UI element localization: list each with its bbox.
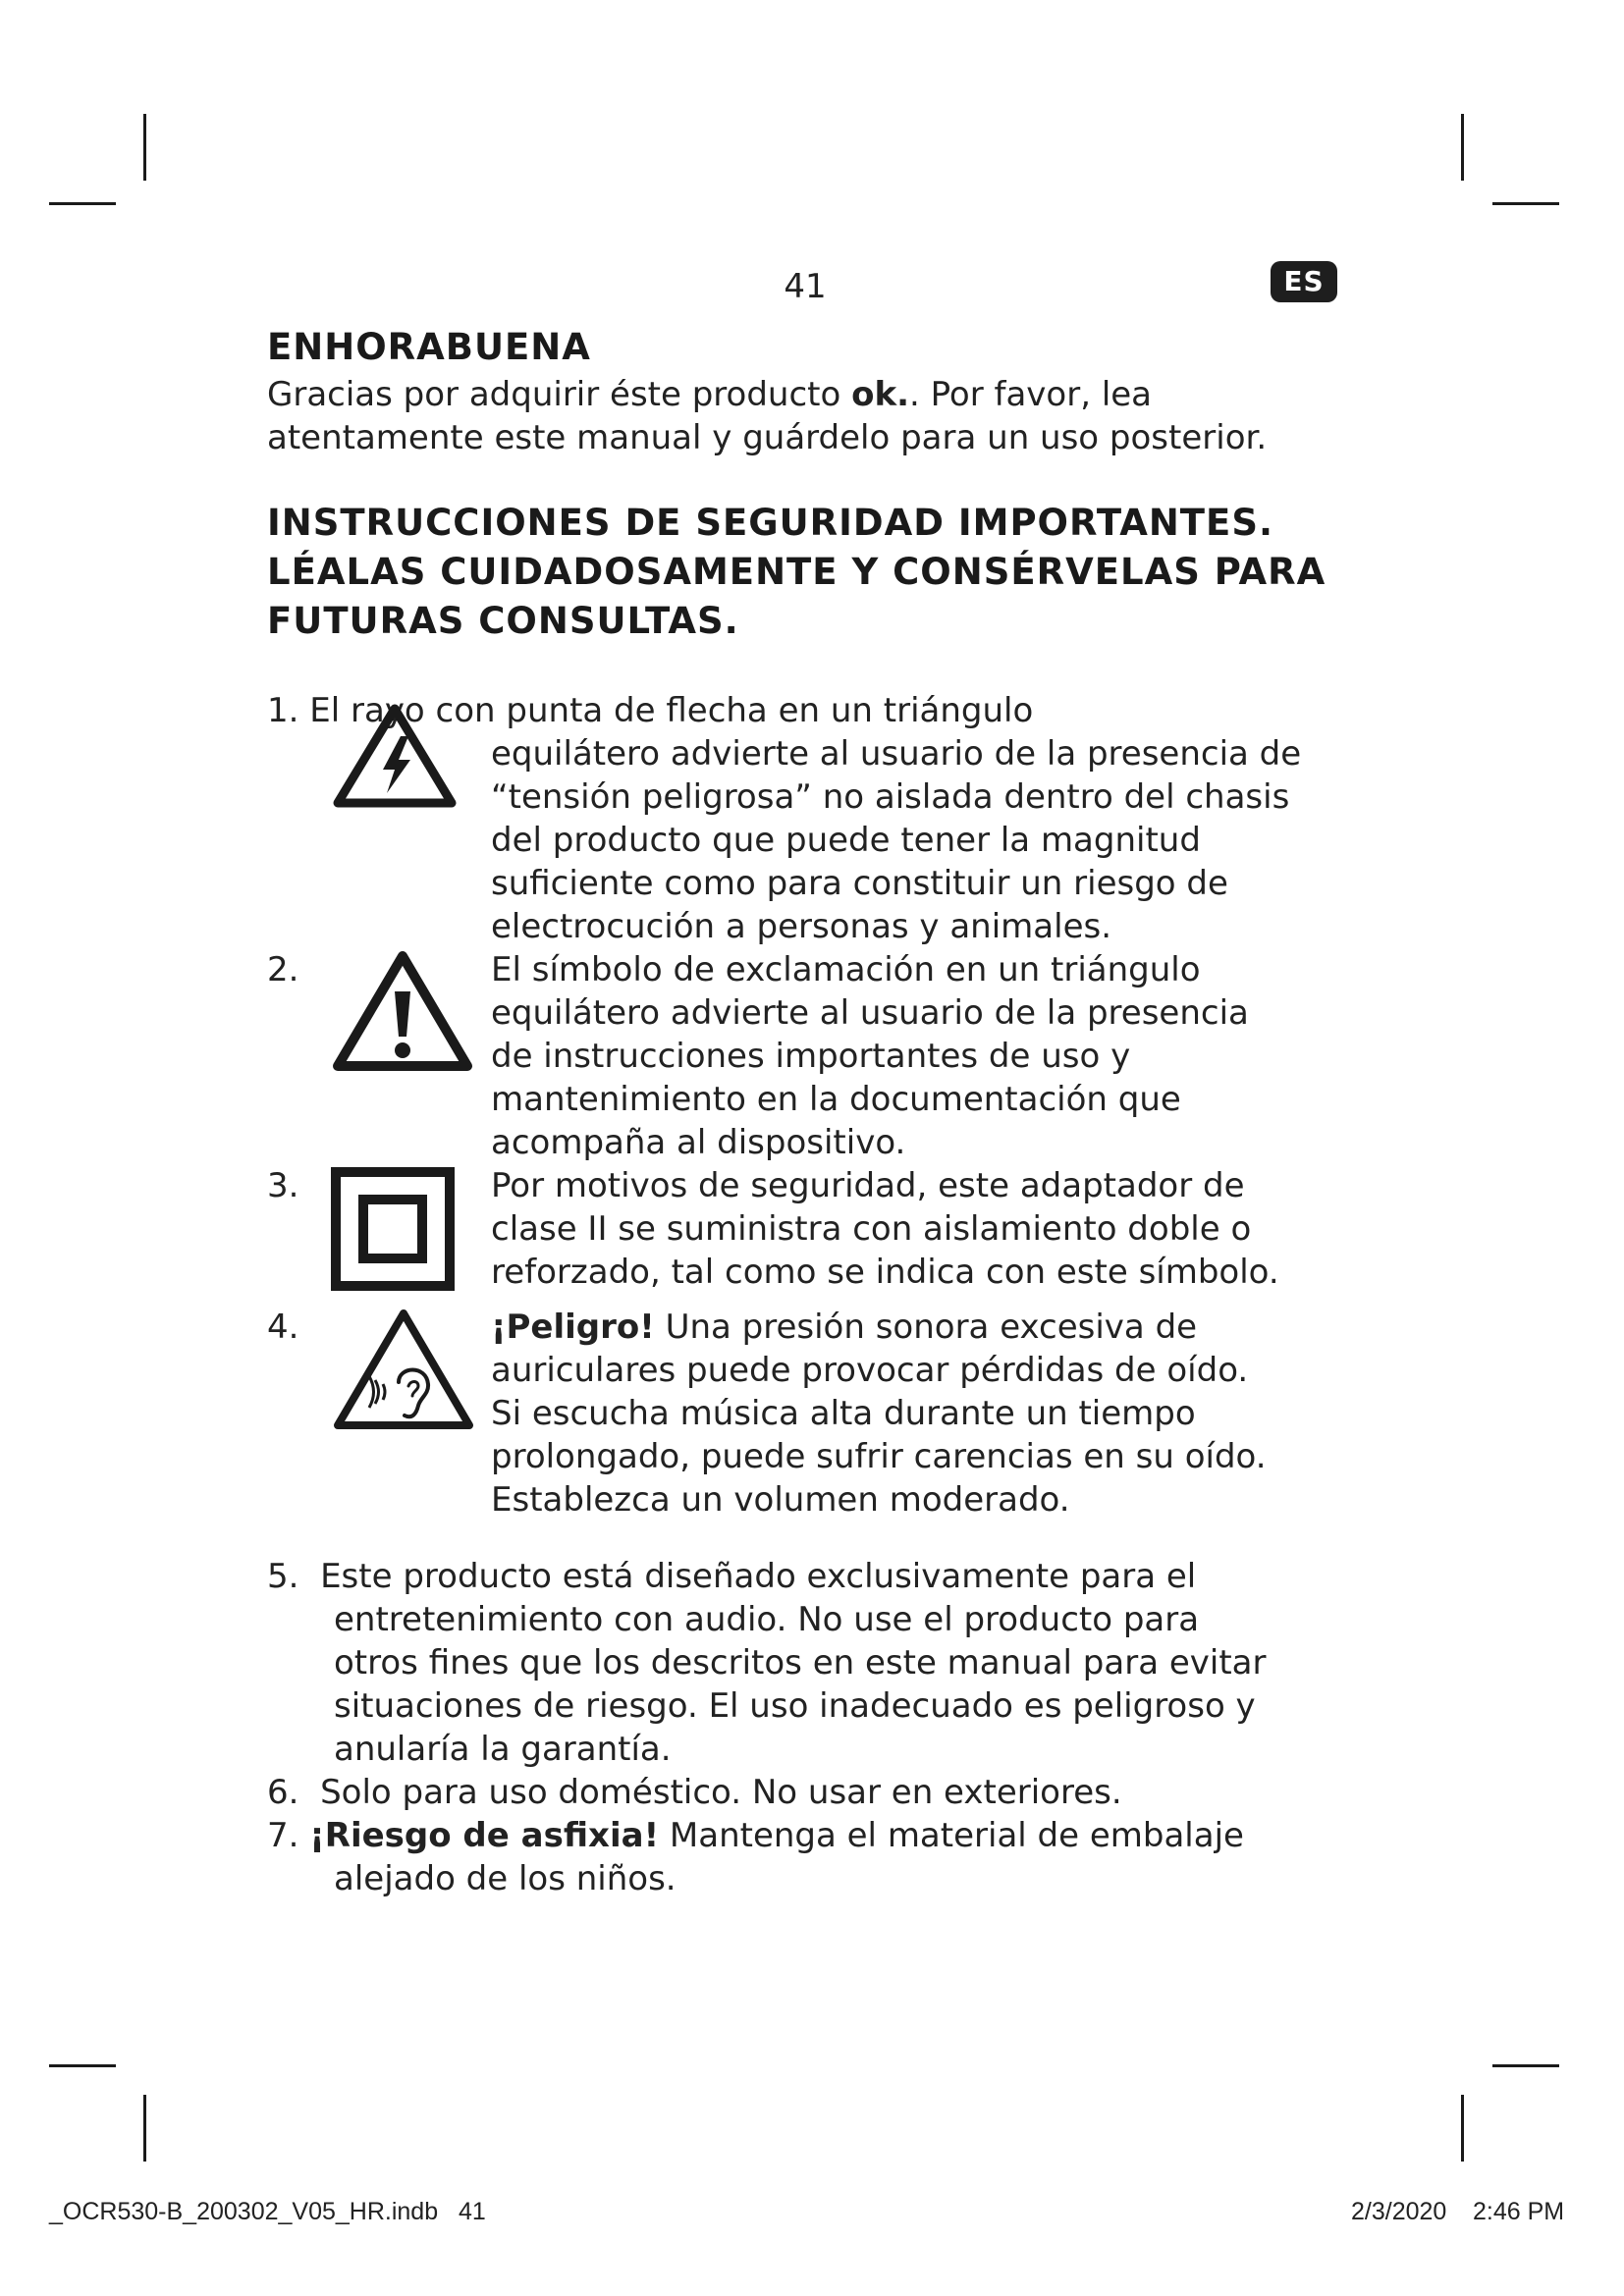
item5-line: otros fines que los descritos en este manual para evitar [334, 1643, 1267, 1682]
page-number: 41 [784, 267, 827, 306]
item4-text [491, 1306, 1267, 1522]
lightning-warning-icon [330, 701, 460, 811]
crop-mark-bottom-left-vertical [143, 2095, 146, 2162]
item7-first-line [267, 1814, 1244, 1857]
congrats-text [267, 373, 1357, 459]
item5-line: entretenimiento con audio. No use el producto para [334, 1600, 1200, 1639]
item5-text [334, 1598, 1266, 1771]
item3-line: reforzado, tal como se indica con este símbolo. [491, 1253, 1279, 1292]
footer-date: 2/3/2020 [1351, 2198, 1447, 2225]
safety-heading-line1: INSTRUCCIONES DE SEGURIDAD IMPORTANTES. [267, 502, 1274, 544]
item2-line: acompaña al dispositivo. [491, 1123, 906, 1162]
item3-line: Por motivos de seguridad, este adaptador de [491, 1166, 1245, 1205]
congrats-title: ENHORABUENA [267, 326, 591, 368]
item7-line1-rest: Mantenga el material de embalaje [659, 1816, 1244, 1855]
footer-time: 2:46 PM [1473, 2198, 1565, 2225]
item6-text: Solo para uso doméstico. No usar en exteriores. [320, 1773, 1122, 1812]
item5-first-text: Este producto está diseñado exclusivamente para el [320, 1557, 1197, 1596]
item2-line: equilátero advierte al usuario de la presencia [491, 993, 1249, 1033]
class-ii-double-square-icon [330, 1166, 456, 1292]
item3-number: 3. [267, 1166, 299, 1205]
exclamation-warning-icon [330, 948, 475, 1076]
crop-mark-bottom-left-horizontal [49, 2064, 116, 2067]
safety-heading-line2: LÉALAS CUIDADOSAMENTE Y CONSÉRVELAS PARA [267, 551, 1326, 593]
item1-line: “tensión peligrosa” no aislada dentro del chasis [491, 777, 1290, 817]
crop-mark-top-right-horizontal [1492, 202, 1559, 205]
item2-number: 2. [267, 950, 299, 989]
item4-line: Si escucha música alta durante un tiempo [491, 1394, 1196, 1433]
item7-choking-label: ¡Riesgo de asfixia! [309, 1816, 660, 1855]
item1-first-text: El rayo con punta de flecha en un triángulo [309, 691, 1034, 730]
item1-number: 1. [267, 691, 299, 730]
item2-line: de instrucciones importantes de uso y [491, 1037, 1131, 1076]
item6-number: 6. [267, 1773, 299, 1812]
item5-line: situaciones de riesgo. El uso inadecuado es peligroso y [334, 1686, 1256, 1726]
item4-number: 4. [267, 1308, 299, 1347]
crop-mark-top-right-vertical [1461, 114, 1464, 181]
item4-line1-rest: Una presión sonora excesiva de [654, 1308, 1198, 1347]
item1-text [491, 732, 1301, 948]
congrats-line1-post: . Por favor, lea [909, 375, 1153, 414]
crop-mark-bottom-right-vertical [1461, 2095, 1464, 2162]
item5-number: 5. [267, 1557, 299, 1596]
brand-name: ok. [851, 375, 909, 414]
item7-number: 7. [267, 1816, 299, 1855]
hearing-warning-icon [330, 1306, 477, 1435]
crop-mark-top-left-horizontal [49, 202, 116, 205]
congrats-line1-pre: Gracias por adquirir éste producto [267, 375, 852, 414]
language-badge: ES [1271, 261, 1337, 302]
item6-line [267, 1771, 1122, 1814]
item2-line: El símbolo de exclamación en un triángulo [491, 950, 1201, 989]
item3-line: clase II se suministra con aislamiento doble o [491, 1209, 1252, 1249]
footer-file-name: _OCR530-B_200302_V05_HR.indb 41 [49, 2198, 486, 2225]
item5-first-line [267, 1555, 1196, 1598]
item1-line: suficiente como para constituir un riesgo de [491, 864, 1228, 903]
item2-line: mantenimiento en la documentación que [491, 1080, 1181, 1119]
item7-line2: alejado de los niños. [334, 1859, 677, 1898]
item2-text [491, 948, 1249, 1164]
crop-mark-bottom-right-horizontal [1492, 2064, 1559, 2067]
item1-line: equilátero advierte al usuario de la presencia de [491, 734, 1302, 774]
safety-heading-line3: FUTURAS CONSULTAS. [267, 600, 739, 642]
item4-line: Establezca un volumen moderado. [491, 1480, 1070, 1520]
item1-line: del producto que puede tener la magnitud [491, 821, 1201, 860]
safety-heading [267, 499, 1367, 646]
item3-text [491, 1164, 1279, 1294]
item4-danger-label: ¡Peligro! [491, 1308, 655, 1347]
item4-line: prolongado, puede sufrir carencias en su oído. [491, 1437, 1267, 1476]
item4-line: auriculares puede provocar pérdidas de oído. [491, 1351, 1249, 1390]
item1-line: electrocución a personas y animales. [491, 907, 1112, 946]
congrats-line2: atentamente este manual y guárdelo para un uso posterior. [267, 418, 1268, 457]
item5-line: anularía la garantía. [334, 1730, 672, 1769]
crop-mark-top-left-vertical [143, 114, 146, 181]
